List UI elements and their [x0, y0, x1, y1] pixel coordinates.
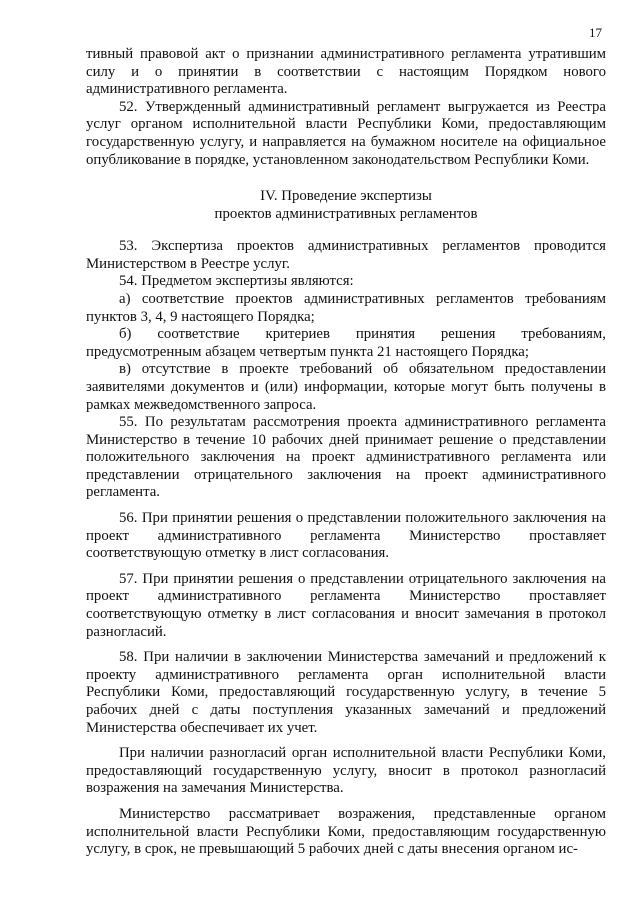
paragraph-57: 57. При принятии решения о представлении отрицательного заключения на проект административного регламента Министерство проставляет соответствующую отметку в лист согласования и вносит замечания в протокол разногласий. — [86, 570, 606, 640]
paragraph-52: 52. Утвержденный административный регламент выгружается из Реестра услуг органом исполнительной власти Республики Коми, предоставляющим государственную услугу, и направляется на бумажном носителе на официальное опубликование в порядке, установленном законодательством Республики Коми. — [86, 98, 606, 168]
paragraph-disagreements: При наличии разногласий орган исполнительной власти Республики Коми, предоставляющий государственную услугу, вносит в протокол разногласий возражения на замечания Министерства. — [86, 745, 606, 797]
document-body — [86, 46, 606, 859]
paragraph-54-c: в) отсутствие в проекте требований об обязательном предоставлении заявителями документов и (или) информации, которые могут быть получены в рамках межведомственного запроса. — [86, 361, 606, 413]
paragraph-continuation: тивный правовой акт о признании административного регламента утратившим силу и о принятии в соответствии с настоящим Порядком нового административного регламента. — [86, 46, 606, 98]
paragraph-58: 58. При наличии в заключении Министерства замечаний и предложений к проекту административного регламента орган исполнительной власти Республики Коми, предоставляющий государственную услугу, в течение 5 рабочих дней с даты поступления указанных замечаний и предложений Министерства обеспечивает их учет. — [86, 649, 606, 736]
paragraph-55: 55. По результатам рассмотрения проекта административного регламента Министерство в течение 10 рабочих дней принимает решение о представлении положительного заключения на проект административного регламента или представлении отрицательного заключения на проект административного регламента. — [86, 414, 606, 501]
paragraph-56: 56. При принятии решения о представлении положительного заключения на проект административного регламента Министерство проставляет соответствующую отметку в лист согласования. — [86, 510, 606, 562]
paragraph-ministry-review: Министерство рассматривает возражения, представленные органом исполнительной власти Республики Коми, предоставляющим государственную услугу, в срок, не превышающий 5 рабочих дней с даты внесения органом ис- — [86, 805, 606, 858]
paragraph-54: 54. Предметом экспертизы являются: — [119, 273, 354, 290]
section-title-line-1: IV. Проведение экспертизы — [260, 188, 432, 205]
paragraph-53: 53. Экспертиза проектов административных регламентов проводится Министерством в Реестре услуг. — [86, 238, 606, 272]
paragraph-54-a: а) соответствие проектов административных регламентов требованиям пунктов 3, 4, 9 настоящего Порядка; — [86, 290, 606, 325]
paragraph-54-b: б) соответствие критериев принятия решения требованиям, предусмотренным абзацем четвертым пункта 21 настоящего Порядка; — [86, 326, 606, 360]
page-number: 17 — [589, 25, 602, 40]
section-heading — [86, 187, 606, 223]
section-title-line-2: проектов административных регламентов — [214, 206, 478, 223]
